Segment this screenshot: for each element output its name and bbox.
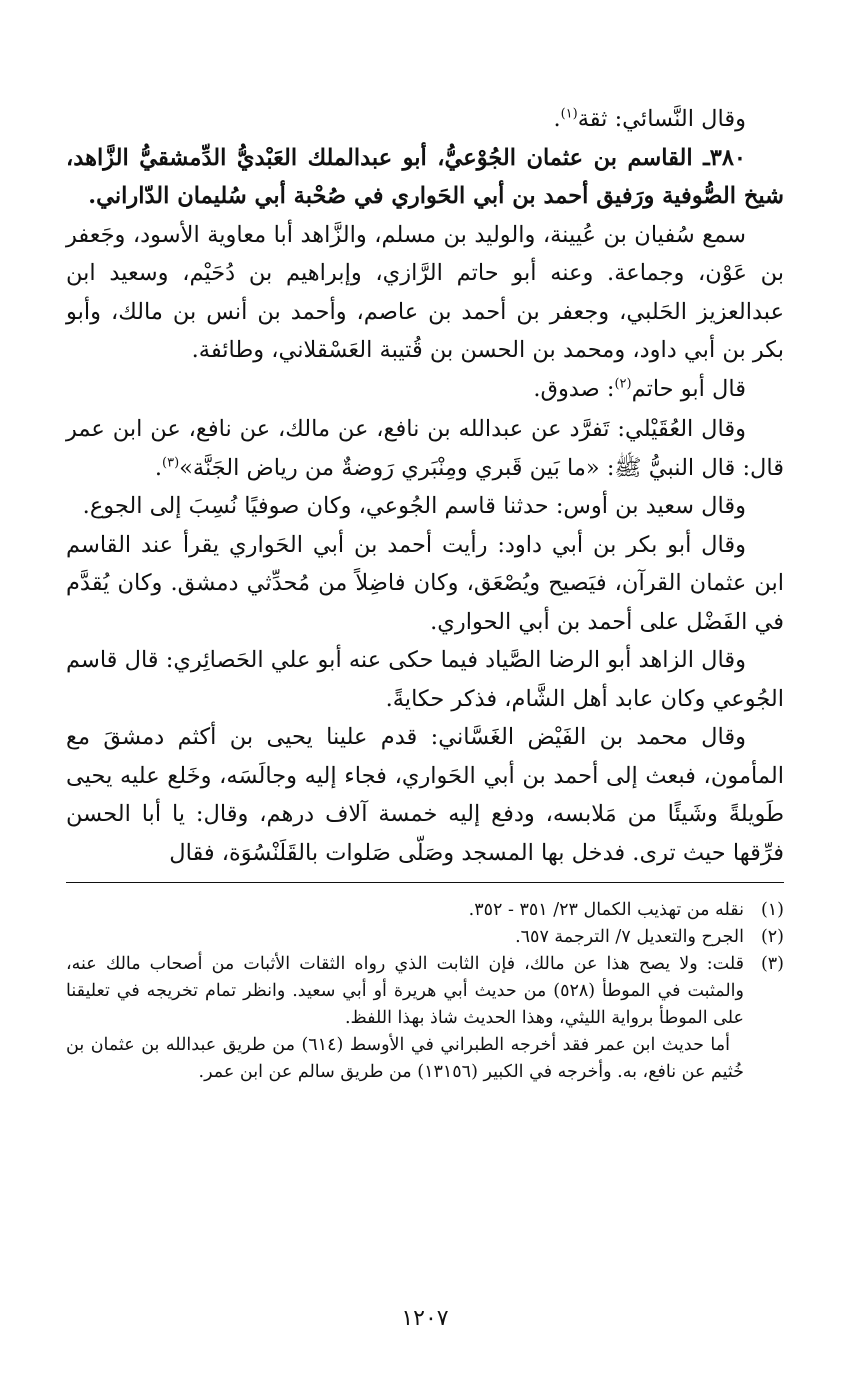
footnote-2 (66, 924, 784, 951)
footnotes (66, 897, 784, 1086)
footnote-text: الجرح والتعديل ٧/ الترجمة ٦٥٧. (515, 927, 744, 947)
footnote-ref-1[interactable]: (١) (560, 106, 578, 122)
paragraph-text: وقال العُقَيْلي: تَفرَّد عن عبدالله بن نافع، عن مالك، عن نافع، عن ابن عمر قال: قال النبيُّ ﷺ: «ما بَين قَبري ومِنْبَري رَوضةٌ من رياض الجَنَّة» (66, 416, 784, 481)
main-text (66, 100, 784, 872)
footnote-ref-3[interactable]: (٣) (162, 455, 180, 470)
paragraph-teachers: سمع سُفيان بن عُيينة، والوليد بن مسلم، والزَّاهد أبا معاوية الأسود، وجَعفر بن عَوْن، وجماعة. وعنه أبو حاتم الرَّازي، وإبراهيم بن دُحَيْم، وسعيد ابن عبدالعزيز الحَلبي، وجعفر بن أحمد بن عاصم، وأحمد بن أنس بن مالك، وأبو بكر بن أبي داود، ومحمد بن الحسن بن قُتيبة العَسْقلاني، وطائفة. (66, 221, 784, 363)
paragraph-end: . (154, 454, 163, 481)
footnote-number: (١) (760, 900, 784, 920)
footnote-3-continuation (66, 1032, 784, 1086)
footnote-1 (66, 897, 784, 924)
footnote-text: أما حديث ابن عمر فقد أخرجه الطبراني في الأوسط (٦١٤) من طريق عبدالله بن عثمان بن خُثيم عن نافع، به. وأخرجه في الكبير (١٣١٥٦) من طريق سالم عن ابن عمر. (66, 1035, 744, 1082)
footnote-text: قلت: ولا يصح هذا عن مالك، فإن الثابت الذي رواه الثقات الأثبات من أصحاب مالك عنه، والمثبت في الموطأ (٥٢٨) من حديث أبي هريرة أو أبي سعيد. وانظر تمام تخريجه في تعليقنا على الموطأ برواية الليثي، وهذا الحديث شاذ بهذا اللفظ. (66, 954, 744, 1028)
paragraph-uqayli (66, 410, 784, 487)
footnote-number: (٣) (760, 954, 784, 974)
paragraph-abu-al-rida: وقال الزاهد أبو الرضا الصَّياد فيما حكى عنه أبو علي الحَصائِري: قال قاسم الجُوعي وكان عابد أهل الشَّام، فذكر حكايةً. (66, 647, 784, 712)
paragraph-abu-hatim (66, 370, 784, 409)
footnote-text: نقله من تهذيب الكمال ٢٣/ ٣٥١ - ٣٥٢. (468, 900, 744, 920)
paragraph-said-bin-aws: وقال سعيد بن أوس: حدثنا قاسم الجُوعي، وكان صوفيًا نُسِبَ إلى الجوع. (82, 493, 746, 519)
paragraph-text: قال أبو حاتم (631, 375, 746, 402)
footnote-ref-2[interactable]: (٢) (614, 376, 632, 391)
paragraph-end: : صدوق. (533, 375, 615, 402)
paragraph-muhammad-bin-fayd: وقال محمد بن الفَيْض الغَسَّاني: قدم علينا يحيى بن أكثم دمشقَ مع المأمون، فبعث إلى أحمد بن أبي الحَواري، فجاء إليه وجالَسَه، وخَلع عليه يحيى طَويلةً وشَيئًا من مَلابسه، ودفع إليه خمسة آلاف درهم، وقال: يا أبا الحسن فرِّقها حيث ترى. فدخل بها المسجد وصَلّى صَلوات بالقَلَنْسُوَة، فقال (66, 724, 784, 866)
paragraph-nasai (66, 100, 784, 139)
page-number: ١٢٠٧ (401, 1306, 449, 1331)
footnote-number: (٢) (760, 927, 784, 947)
footnote-divider (66, 882, 784, 883)
paragraph-abu-bakr: وقال أبو بكر بن أبي داود: رأيت أحمد بن أبي الحَواري يقرأ عند القاسم ابن عثمان القرآن، فيَصيح ويُصْعَق، وكان فاضِلاً من مُحدِّثي دمشق. وكان يُقدَّم في الفَضْل على أحمد بن أبي الحواري. (66, 531, 784, 635)
paragraph-end: . (553, 106, 561, 132)
entry-heading: ٣٨٠ـ القاسم بن عثمان الجُوْعيُّ، أبو عبدالملك العَبْديُّ الدِّمشقيُّ الزَّاهد، شيخ الصُّوفية ورَفيق أحمد بن أبي الحَواري في صُحْبة أبي سُليمان الدّاراني. (66, 144, 784, 209)
footnote-3 (66, 951, 784, 1032)
paragraph-text: وقال النَّسائي: ثقة (577, 106, 746, 132)
